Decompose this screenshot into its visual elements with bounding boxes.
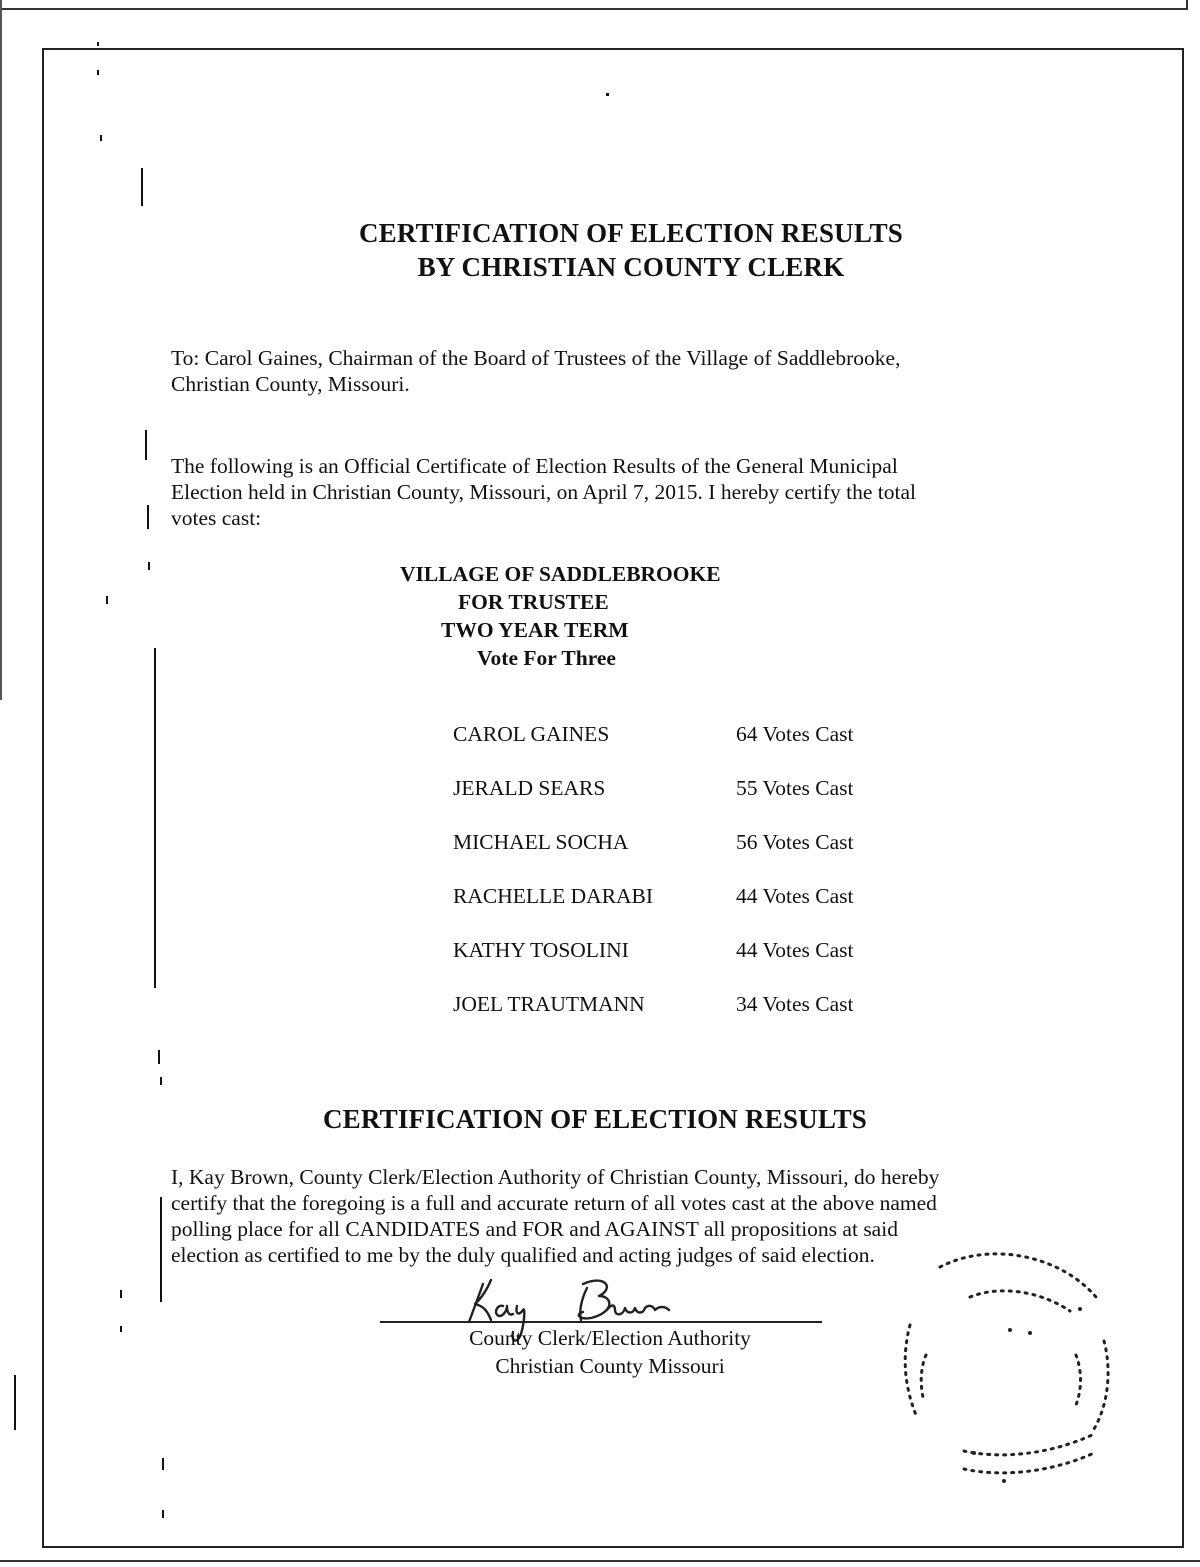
candidate-votes: 44 Votes Cast <box>736 884 854 908</box>
addressee-block <box>171 345 1041 397</box>
race-heading-line: TWO YEAR TERM <box>441 618 629 642</box>
certification-line: polling place for all CANDIDATES and FOR and AGAINST all propositions at said <box>171 1217 898 1241</box>
scan-artifact <box>606 93 609 96</box>
scan-artifact <box>147 505 149 529</box>
scan-edge-right <box>1186 0 1188 10</box>
candidate-votes: 34 Votes Cast <box>736 992 854 1016</box>
candidate-name: KATHY TOSOLINI <box>453 938 629 962</box>
intro-line: The following is an Official Certificate of Election Results of the General Municipal <box>171 454 898 478</box>
result-row <box>453 992 953 1046</box>
race-heading-line: Vote For Three <box>477 646 616 670</box>
scan-edge-top <box>0 8 1186 10</box>
scan-artifact <box>158 1050 160 1064</box>
candidate-votes: 56 Votes Cast <box>736 830 854 854</box>
certification-heading: CERTIFICATION OF ELECTION RESULTS <box>322 1104 868 1134</box>
signature-organization: Christian County Missouri <box>495 1354 725 1378</box>
addressee-line: Christian County, Missouri. <box>171 372 410 396</box>
intro-line: votes cast: <box>171 506 262 530</box>
scan-artifact <box>14 1375 16 1430</box>
scan-artifact <box>97 70 99 75</box>
certification-line: I, Kay Brown, County Clerk/Election Authority of Christian County, Missouri, do hereby <box>171 1165 940 1189</box>
scan-artifact <box>145 430 147 460</box>
signature-line <box>380 1321 822 1323</box>
race-heading-line: FOR TRUSTEE <box>458 590 609 614</box>
result-row <box>453 884 953 938</box>
scan-artifact <box>160 1197 162 1302</box>
intro-paragraph <box>171 453 1041 531</box>
candidate-votes: 44 Votes Cast <box>736 938 854 962</box>
scan-artifact <box>100 135 102 141</box>
candidate-votes: 64 Votes Cast <box>736 722 854 746</box>
race-heading <box>400 560 721 672</box>
scan-artifact <box>97 42 99 46</box>
candidate-name: CAROL GAINES <box>453 722 610 746</box>
result-row <box>453 830 953 884</box>
race-heading-line: VILLAGE OF SADDLEBROOKE <box>400 562 721 586</box>
candidate-name: JOEL TRAUTMANN <box>453 992 645 1016</box>
signature-title: County Clerk/Election Authority <box>469 1326 751 1350</box>
scan-artifact <box>106 596 108 604</box>
scan-artifact <box>160 1077 162 1085</box>
scan-artifact <box>148 562 150 570</box>
document-title-line2: BY CHRISTIAN COUNTY CLERK <box>417 252 845 282</box>
result-row <box>453 776 953 830</box>
scan-artifact <box>120 1290 122 1298</box>
result-row <box>453 722 953 776</box>
addressee-line: To: Carol Gaines, Chairman of the Board of Trustees of the Village of Saddlebrooke, <box>171 346 901 370</box>
scan-edge-left <box>0 0 2 700</box>
scan-artifact <box>162 1510 164 1518</box>
certification-line: certify that the foregoing is a full and accurate return of all votes cast at the above named <box>171 1191 937 1215</box>
candidate-votes: 55 Votes Cast <box>736 776 854 800</box>
candidate-name: MICHAEL SOCHA <box>453 830 629 854</box>
document-title-line1: CERTIFICATION OF ELECTION RESULTS <box>358 218 904 248</box>
candidate-name: RACHELLE DARABI <box>453 884 654 908</box>
certification-line: election as certified to me by the duly qualified and acting judges of said election. <box>171 1243 875 1267</box>
result-row <box>453 938 953 992</box>
scan-artifact <box>162 1458 164 1470</box>
embossed-seal-icon <box>880 1245 1120 1485</box>
intro-line: Election held in Christian County, Missouri, on April 7, 2015. I hereby certify the total <box>171 480 917 504</box>
scan-edge-bottom <box>0 1560 1200 1562</box>
results-list <box>453 722 953 1046</box>
scan-artifact <box>120 1326 122 1332</box>
scan-artifact <box>154 648 156 988</box>
scan-artifact <box>141 168 143 206</box>
candidate-name: JERALD SEARS <box>453 776 606 800</box>
